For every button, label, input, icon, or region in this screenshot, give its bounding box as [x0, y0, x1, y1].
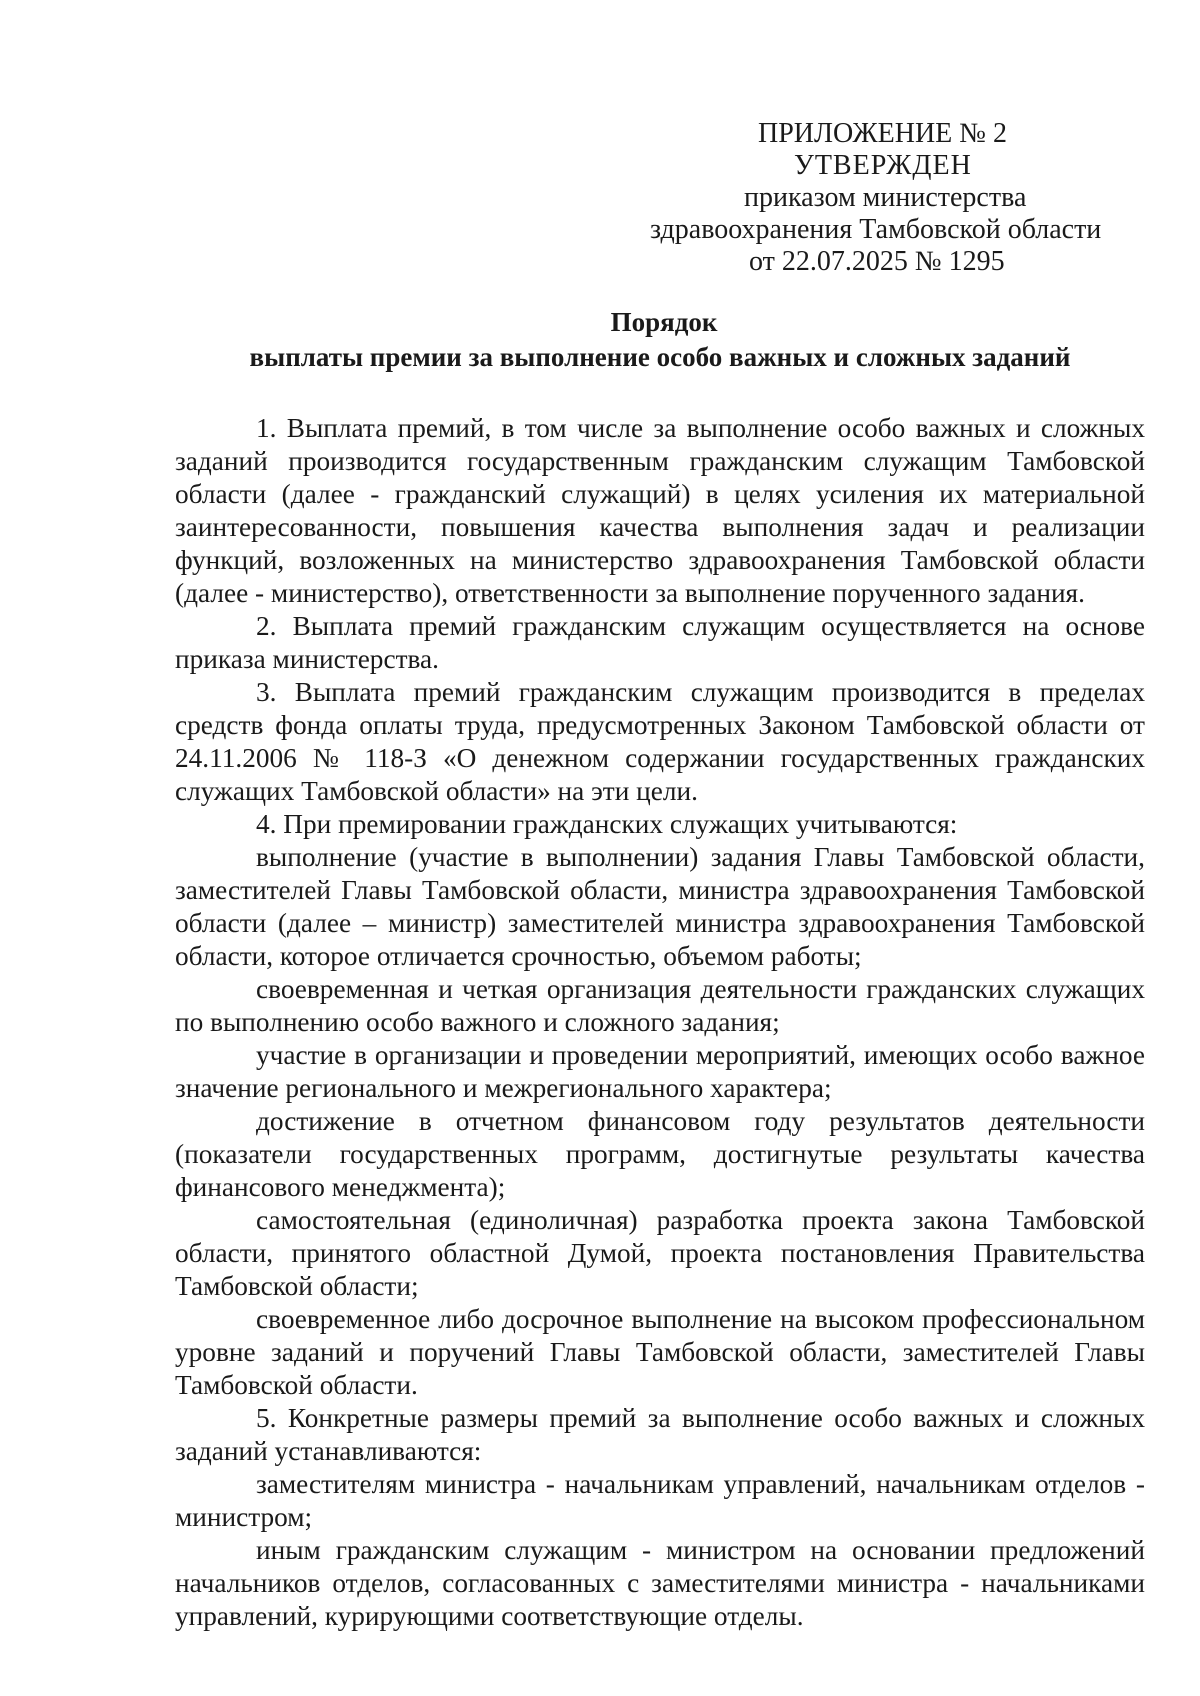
criterion-3: участие в организации и проведении мероприятий, имеющих особо важное значение регионального и межрегионального характера;: [175, 1040, 1145, 1103]
approved-label: УТВЕРЖДЕН: [794, 150, 972, 181]
criterion-5: самостоятельная (единоличная) разработка проекта закона Тамбовской области, принятого областной Думой, проекта постановления Правительства Тамбовской области;: [175, 1205, 1145, 1301]
paragraph-3: 3. Выплата премий гражданским служащим производится в пределах средств фонда оплаты труда, предусмотренных Законом Тамбовской области от 24.11.2006 № 118-З «О денежном содержании государственных гражданских служащих Тамбовской области» на эти цели.: [175, 677, 1145, 806]
title-line-2: выплаты премии за выполнение особо важных и сложных заданий: [249, 342, 1071, 372]
document-body: [175, 412, 1145, 1633]
criterion-4: достижение в отчетном финансовом году результатов деятельности (показатели государственных программ, достигнутые результаты качества финансового менеджмента);: [175, 1106, 1145, 1202]
annex-number: ПРИЛОЖЕНИЕ № 2: [758, 118, 1007, 149]
size-rule-2: иным гражданским служащим - министром на основании предложений начальников отделов, согласованных с заместителями министра - начальниками управлений, курирующими соответствующие отделы.: [175, 1535, 1145, 1631]
paragraph-5: 5. Конкретные размеры премий за выполнение особо важных и сложных заданий устанавливаются:: [175, 1403, 1145, 1466]
ministry-name: здравоохранения Тамбовской области: [650, 214, 1102, 245]
paragraph-4: 4. При премировании гражданских служащих учитываются:: [256, 809, 958, 839]
paragraph-2: 2. Выплата премий гражданским служащим осуществляется на основе приказа министерства.: [175, 611, 1145, 674]
approval-header: [640, 118, 1120, 278]
criterion-6: своевременное либо досрочное выполнение на высоком профессиональном уровне заданий и поручений Главы Тамбовской области, заместителей Главы Тамбовской области.: [175, 1304, 1145, 1400]
order-label: приказом министерства: [744, 182, 1027, 213]
criterion-1: выполнение (участие в выполнении) задания Главы Тамбовской области, заместителей Главы Тамбовской области, министра здравоохранения Тамбовской области (далее – министр) заместителей министра здравоохранения Тамбовской области, которое отличается срочностью, объемом работы;: [175, 842, 1145, 971]
document-title: [180, 305, 1140, 375]
paragraph-1: 1. Выплата премий, в том числе за выполнение особо важных и сложных заданий производится государственным гражданским служащим Тамбовской области (далее - гражданский служащий) в целях усиления их материальной заинтересованности, повышения качества выполнения задач и реализации функций, возложенных на министерство здравоохранения Тамбовской области (далее - министерство), ответственности за выполнение порученного задания.: [175, 413, 1145, 608]
criterion-2: своевременная и четкая организация деятельности гражданских служащих по выполнению особо важного и сложного задания;: [175, 974, 1145, 1037]
title-line-1: Порядок: [610, 307, 718, 337]
order-date-number: от 22.07.2025 № 1295: [749, 246, 1005, 277]
size-rule-1: заместителям министра - начальникам управлений, начальникам отделов - министром;: [175, 1469, 1145, 1532]
